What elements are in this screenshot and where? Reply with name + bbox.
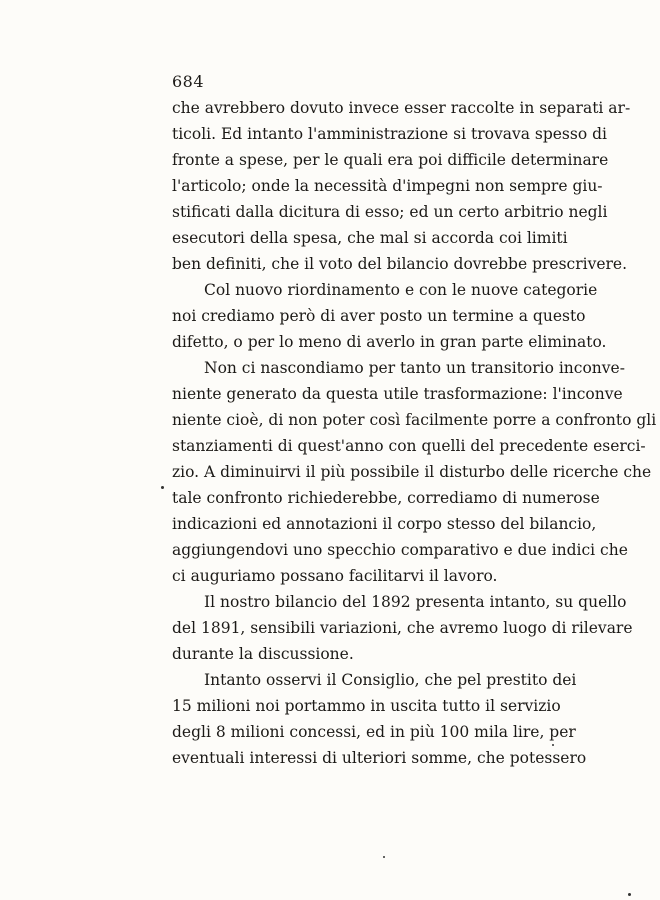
text-line: esecutori della spesa, che mal si accorda coi limiti xyxy=(172,229,568,247)
text-line: che avrebbero dovuto invece esser raccolte in separati ar- xyxy=(172,99,631,117)
text-line: degli 8 milioni concessi, ed in più 100 mila lire, per xyxy=(172,723,576,741)
text-line: Il nostro bilancio del 1892 presenta intanto, su quello xyxy=(204,593,627,611)
text-line: indicazioni ed annotazioni il corpo stesso del bilancio, xyxy=(172,515,597,533)
text-line: tale confronto richiederebbe, corrediamo di numerose xyxy=(172,489,600,507)
scan-speck xyxy=(628,893,631,896)
text-line: stificati dalla dicitura di esso; ed un certo arbitrio negli xyxy=(172,203,608,221)
text-line: Non ci nascondiamo per tanto un transitorio inconve- xyxy=(204,359,625,377)
text-line: durante la discussione. xyxy=(172,645,354,663)
scan-speck xyxy=(552,744,554,746)
text-line: eventuali interessi di ulteriori somme, che potessero xyxy=(172,749,587,767)
text-line: Col nuovo riordinamento e con le nuove categorie xyxy=(204,281,598,299)
scan-speck xyxy=(161,486,164,489)
text-line: ben definiti, che il voto del bilancio dovrebbe prescrivere. xyxy=(172,255,628,273)
text-line: 15 milioni noi portammo in uscita tutto il servizio xyxy=(172,697,561,715)
text-line: aggiungendovi uno specchio comparativo e due indici che xyxy=(172,541,628,559)
scan-speck xyxy=(383,856,385,858)
text-line: noi crediamo però di aver posto un termine a questo xyxy=(172,307,586,325)
text-line: ci auguriamo possano facilitarvi il lavoro. xyxy=(172,567,498,585)
text-line: Intanto osservi il Consiglio, che pel prestito dei xyxy=(204,671,577,689)
text-line: ticoli. Ed intanto l'amministrazione si trovava spesso di xyxy=(172,125,607,143)
text-line: l'articolo; onde la necessità d'impegni non sempre giu- xyxy=(172,177,603,195)
text-line: zio. A diminuirvi il più possibile il disturbo delle ricerche che xyxy=(172,463,652,481)
text-line: difetto, o per lo meno di averlo in gran parte eliminato. xyxy=(172,333,607,351)
text-line: del 1891, sensibili variazioni, che avremo luogo di rilevare xyxy=(172,619,633,637)
text-line: stanziamenti di quest'anno con quelli del precedente eserci- xyxy=(172,437,646,455)
text-line: niente generato da questa utile trasformazione: l'inconve xyxy=(172,385,623,403)
text-line: niente cioè, di non poter così facilmente porre a confronto gli xyxy=(172,411,657,429)
page-number: 684 xyxy=(172,72,205,91)
text-line: fronte a spese, per le quali era poi difficile determinare xyxy=(172,151,609,169)
